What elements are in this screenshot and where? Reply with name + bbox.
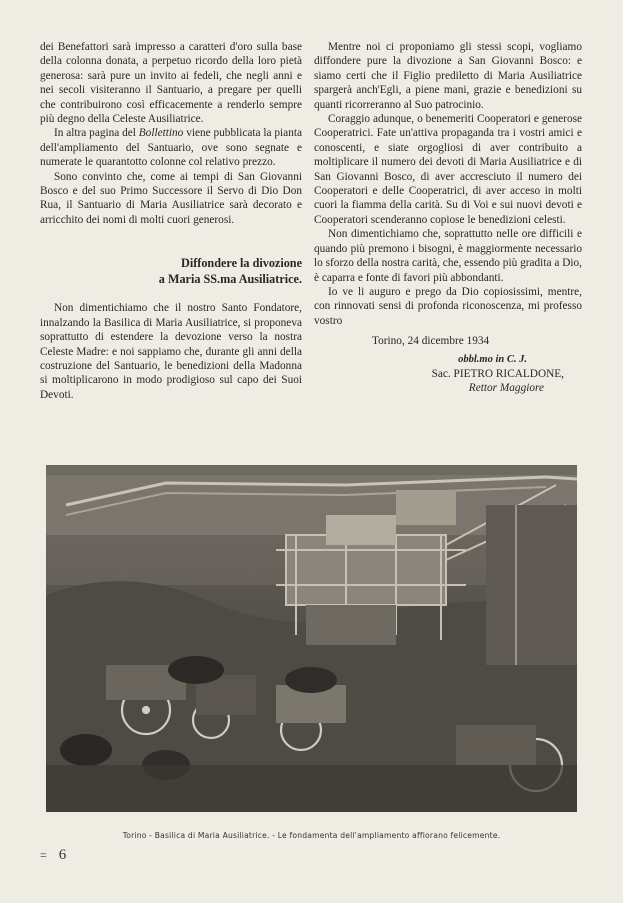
paragraph: dei Benefattori sarà impresso a caratteri d'oro sulla base della colonna donata, a perpetuo ricordo della loro pietà generosa: sarà pure un invito ai fedeli, che negli anni e nei secoli visiteranno il Santuario, a pregare per quelli che contribuirono così efficacemente a renderlo sempre più degno della Celeste Ausiliatrice. [40, 41, 302, 126]
construction-site-photo [46, 465, 577, 812]
signatory-title: Rettor Maggiore [468, 382, 544, 395]
paragraph: Coraggio adunque, o benemeriti Cooperatori e generose Cooperatrici. Fate un'attiva propaganda tra i vostri amici e conoscenti, e siate orgogliosi di aver contribuito a moltiplicare il numero dei devoti di Maria Ausiliatrice e di San Giovanni Bosco, di aver accresciuto il numero dei Cooperatori e delle Cooperatrici, di aver acceso in molti cuori la fiamma della carità. Su di Voi e sui nuovi devoti e Cooperatori scenderanno copiose le benedizioni celesti. [314, 113, 582, 226]
paragraph: Non dimentichiamo che il nostro Santo Fondatore, innalzando la Basilica di Maria Ausiliatrice, si proponeva soprattutto di estendere la devozione verso la nostra Celeste Madre: e noi sappiamo che, durante gli anni della costruzione del Santuario, le benedizioni della Madonna si moltiplicarono in modo prodigioso sul capo dei Suoi Devoti. [40, 302, 302, 401]
closing-formula: obbl.mo in C. J. [458, 353, 527, 365]
paragraph: Io ve li auguro e prego da Dio copiosissimi, mentre, con rinnovati sensi di profonda riconoscenza, mi professo vostro [314, 285, 582, 327]
page-ornament: = [40, 848, 45, 862]
heading-line: a Maria SS.ma Ausiliatrice. [158, 272, 302, 287]
paragraph: Mentre noi ci proponiamo gli stessi scopi, vogliamo diffondere pure la divozione a San Giovanni Bosco: e siamo certi che il Figlio prediletto di Maria Ausiliatrice spargerà anch'Egli, a piene mani, grazie e benedizioni su quanti ricorreranno al Suo patrocinio. [314, 41, 582, 111]
right-column [314, 40, 582, 396]
photo-caption: Torino - Basilica di Maria Ausiliatrice. - Le fondamenta dell'ampliamento affiorano felicemente. [122, 831, 501, 840]
heading-line: Diffondere la divozione [181, 256, 302, 271]
page-number-block [40, 847, 66, 864]
page-number: 6 [58, 847, 67, 863]
signature-block [314, 334, 582, 396]
left-column [40, 40, 302, 402]
paragraph: Sono convinto che, come ai tempi di San Giovanni Bosco e del suo Primo Successore il Servo di Dio Don Rua, il Santuario di Maria Ausiliatrice sarà decorato e arricchito dei nomi di molti cuori generosi. [40, 170, 302, 226]
paragraph [40, 126, 302, 169]
paragraph: Non dimentichiamo che, soprattutto nelle ore difficili e quando più premono i bisogni, è maggiormente necessario lo sforzo della nostra carità, che, essendo più gradita a Dio, è caparra e fonte di favori più abbondanti. [314, 228, 582, 284]
section-heading [40, 255, 302, 287]
photo-illustration [46, 465, 577, 812]
italic-text: Bollettino [138, 127, 184, 140]
signatory-name: Sac. PIETRO RICALDONE, [431, 367, 564, 380]
place-date: Torino, 24 dicembre 1934 [372, 335, 490, 348]
text-run: In altra pagina del [54, 127, 139, 140]
text-run: viene pubblicata la pianta dell'ampliamento del Santuario, ove sono segnate e numerate le quarantotto colonne col relativo prezzo. [40, 127, 302, 169]
